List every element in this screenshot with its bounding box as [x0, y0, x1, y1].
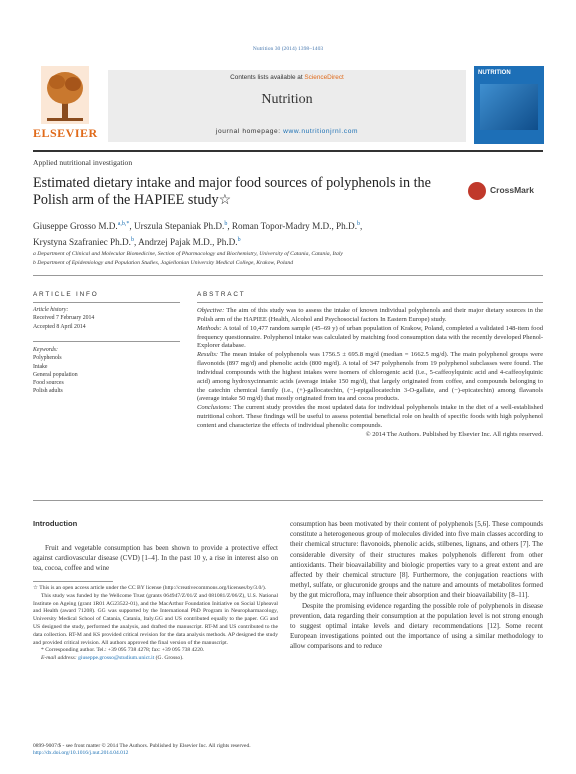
abstract-conclusions: Conclusions: The current study provides the most updated data for individual polyphenols intake in the diet of a well-established nutritional cohort. These findings will be useful to assess potential beneficial role on health of specific foods with high polyphenol content and characterize the effects of individual phenolic compounds.: [197, 404, 543, 429]
publisher-name: ELSEVIER: [33, 126, 98, 140]
author-affiliation-sup[interactable]: b: [224, 221, 228, 227]
bottom-info: [33, 743, 433, 758]
keywords: [33, 346, 180, 396]
intro-right-column: [290, 519, 543, 652]
crossmark-badge[interactable]: [468, 180, 540, 202]
history-label: Article history:: [33, 307, 69, 313]
author-list: Giuseppe Grosso M.D.$^{a,b,*}$, Urszula Stepaniak Ph.D.$^b$, Roman Topor-Madry M.D., Ph.D.$^b$, Krystyna Szafraniec Ph.D.$^b$, Andrzej Pajak M.D., Ph.D.$^b$: [33, 221, 363, 247]
intro-paragraph: consumption has been motivated by their content of polyphenols [5,6]. These compounds constitute a heterogeneous group of molecules divided into five main classes according to their chemical structure: flavonoids, phenolic acids, stilbenes, lignans, and others [7]. The considerable diversity of their structures makes polyphenols different from other antioxidants. Their bioavailability and biologic properties vary to a great extent and are affected by their chemical structure [8]. Furthermore, the conjugation reactions with methyl, sulfate, or glucuronide groups and the nature and amounts of metabolites formed by the gut microflora, may influence their absorption and their bioavailability [8–11].: [290, 520, 543, 600]
footnote-open-access: ☆ This is an open access article under the CC BY license (http://creativecommons.org/licenses/by/3.0/).: [33, 585, 267, 591]
contents-prefix: Contents lists available at: [230, 74, 305, 81]
contents-line: [108, 74, 466, 81]
abstract-results: Results: The mean intake of polyphenols was 1756.5 ± 695.8 mg/d (median = 1662.5 mg/d). The main polyphenol groups were flavonoids (897 mg/d) and phenolic acids (800 mg/d). A total of 347 polyphenols from 19 polyphenol subclasses were found. The individual compounds with the highest intakes were isomers of chlorogenic acid (i.e., 5-caffeoylquinic acid and 4-caffeoylquinic acid) among hydroxycinnamic acids (average intake 150 mg/d), that largely originated from coffee, and compounds belonging to the catechin chemical family (i.e., (+)-gallocatechin, (−)-epigallocatechin 3-O-gallate, and (−)-epicatechin) among flavanols (average intake 50 mg/d) that mostly originated from tea and cocoa products.: [197, 351, 543, 403]
footnote-funding: This study was funded by the Wellcome Trust (grants 064947/Z/01/Z and 081081/Z/06/Z), U.S. National Institute on Ageing (grant 1R01 AG23522-01), and the MacArthur Foundation Initiative on Social Upheaval and Health (award 71208). GG was supported by the International PhD Program in Neuropharmacology, University Medical School of Catania, Catania, Italy.GG and US contributed equally to the paper. GG and US designed the study, performed the analysis, and drafted the manuscript. RT-M and US contributed to the data collection. RT-M and KS provided critical revision for the data analysis methods. AP designed the study and provided critical revision. All authors approved the final version of the manuscript.: [33, 592, 278, 646]
footnote-email: E-mail address: giuseppe.grosso@studium.unict.it (G. Grosso).: [41, 655, 184, 662]
homepage-line: [108, 128, 466, 135]
abstract-bottom-rule: [33, 500, 543, 501]
footnotes: [33, 585, 278, 663]
history-divider: [33, 341, 180, 342]
abstract-objective: Objective: The aim of this study was to assess the intake of known individual polyphenols and their major dietary sources in the Polish arm of the HAPIEE (Health, Alcohol and Psychosocial factors In Eastern Europe) study.: [197, 307, 543, 323]
abstract-copyright: © 2014 The Authors. Published by Elsevier Inc. All rights reserved.: [365, 430, 543, 438]
article-title: Estimated dietary intake and major food sources of polyphenols in the Polish arm of the HAPIEE study☆: [33, 175, 431, 208]
crossmark-label: CrossMark: [490, 185, 534, 195]
homepage-prefix: journal homepage:: [215, 128, 284, 135]
keyword-item: Polyphenols: [33, 355, 62, 362]
intro-left-column: [33, 543, 278, 574]
article-history: [33, 306, 180, 331]
cover-image: [480, 84, 538, 130]
journal-cover[interactable]: [474, 66, 544, 144]
sciencedirect-link[interactable]: ScienceDirect: [304, 74, 344, 81]
keyword-item: General population: [33, 371, 78, 378]
author-name: Urszula Stepaniak Ph.D.: [134, 221, 225, 232]
accepted-date: Accepted 8 April 2014: [33, 323, 86, 330]
author-name: Giuseppe Grosso M.D.: [33, 221, 118, 232]
abstract-rule: [197, 302, 543, 303]
abstract-body: [197, 307, 543, 440]
footnote-corresponding: * Corresponding author. Tel.: +39 095 738 4278; fax: +39 095 738 4220.: [41, 647, 205, 654]
article-info-rule: [33, 302, 180, 303]
affiliation-divider: [33, 275, 543, 276]
article-info-heading: ARTICLE INFO: [33, 291, 99, 298]
affiliation-b: b Department of Epidemiology and Population Studies, Jagiellonian University Medical College, Krakow, Poland: [33, 259, 294, 266]
masthead-box: [108, 70, 466, 142]
elsevier-logo[interactable]: [33, 66, 97, 142]
keyword-item: Polish adults: [33, 388, 63, 395]
intro-paragraph: Despite the promising evidence regarding the possible role of polyphenols in disease prevention, data regarding their consumption at the population level is not strong enough to suggest optimal intake levels and dietary recommendations [12]. Some recent European investigations pointed out the importance of using a similar methodology to allow comparisons and to reduce: [290, 601, 543, 651]
abstract-methods: Methods: A total of 10,477 random sample (45–69 y) of urban population of Krakow, Poland, completed a validated 148-item food frequency questionnaire. Polyphenol intake was calculated by matching food consumption data with the recently developed Phenol-Explorer database.: [197, 324, 543, 350]
author-affiliation-sup[interactable]: b: [130, 236, 134, 243]
keyword-item: Food sources: [33, 380, 64, 387]
abstract-heading: ABSTRACT: [197, 291, 246, 298]
footnote-rule: [33, 581, 113, 582]
received-date: Received 7 February 2014: [33, 315, 95, 322]
intro-paragraph: Fruit and vegetable consumption has been shown to provide a protective effect against cardiovascular disease (CVD) [1–4]. In the past 10 y, a rise in interest also on tea, cocoa, coffee and wine: [33, 544, 278, 573]
journal-title: Nutrition: [261, 92, 313, 107]
author-affiliation-sup[interactable]: a,b,*: [117, 221, 130, 227]
crossmark-icon: [468, 182, 486, 200]
homepage-link[interactable]: www.nutritionjrnl.com: [283, 128, 359, 135]
author-name: Krystyna Szafraniec Ph.D.: [33, 236, 131, 247]
author-affiliation-sup[interactable]: b: [237, 236, 241, 243]
issn-line: 0899-9007/$ - see front matter © 2014 The Authors. Published by Elsevier Inc. All rights reserved.: [33, 743, 251, 749]
author-name: Roman Topor-Madry M.D., Ph.D.: [231, 221, 357, 232]
keyword-item: Intake: [33, 363, 48, 370]
elsevier-tree-icon: [41, 66, 89, 124]
affiliations: [33, 250, 533, 267]
section-type: Applied nutritional investigation: [33, 158, 133, 167]
journal-citation[interactable]: Nutrition 30 (2014) 1398–1403: [252, 46, 324, 52]
introduction-heading: Introduction: [33, 519, 78, 528]
author-affiliation-sup[interactable]: b: [357, 221, 360, 227]
doi-link[interactable]: http://dx.doi.org/10.1016/j.nut.2014.04.012: [33, 750, 129, 757]
cover-title: NUTRITION: [478, 70, 511, 76]
header-divider: [33, 150, 543, 152]
author-name: Andrzej Pajak M.D., Ph.D.: [138, 236, 238, 247]
keywords-label: Keywords:: [33, 347, 58, 353]
affiliation-a: a Department of Clinical and Molecular Biomedicine, Section of Pharmacology and Biochemistry, University of Catania, Catania, Italy: [33, 251, 343, 257]
email-link[interactable]: giuseppe.grosso@studium.unict.it: [78, 655, 155, 662]
